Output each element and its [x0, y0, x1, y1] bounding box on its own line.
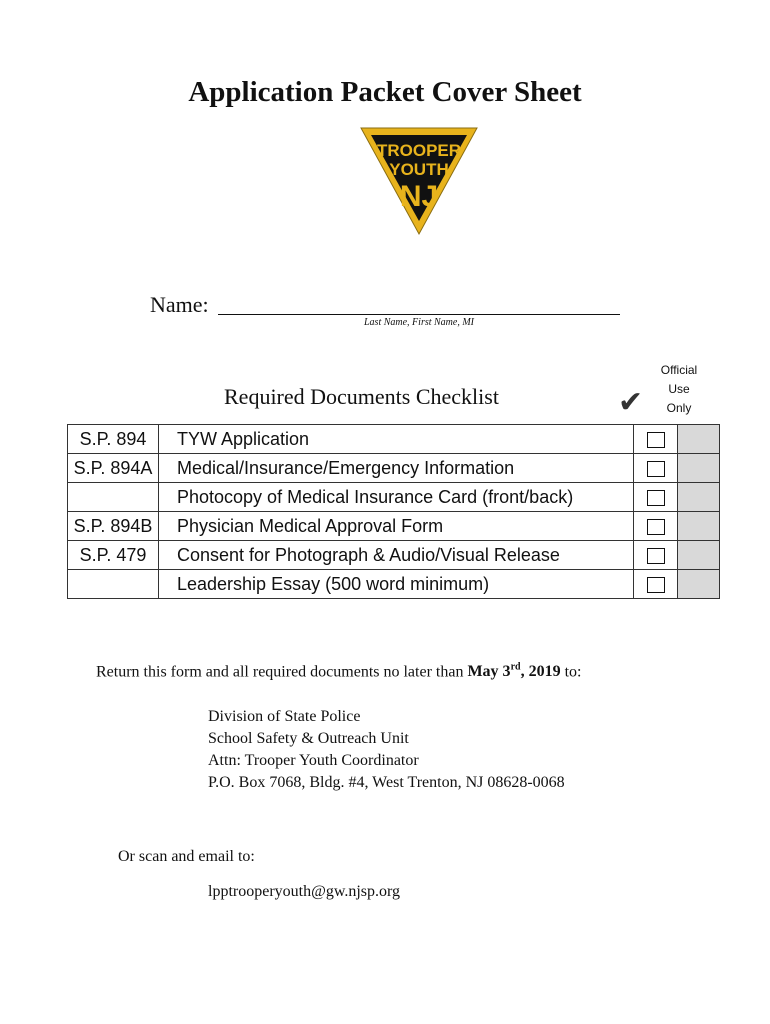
document-code: S.P. 894 — [68, 425, 159, 454]
return-suffix: to: — [560, 663, 582, 681]
address-line: School Safety & Outreach Unit — [208, 730, 409, 747]
official-use-cell — [678, 570, 720, 599]
return-instructions — [96, 662, 581, 681]
document-checkbox-cell — [634, 570, 678, 599]
svg-text:TROOPER: TROOPER — [376, 141, 462, 160]
document-description: Leadership Essay (500 word minimum) — [159, 570, 634, 599]
svg-text:NJ: NJ — [399, 180, 439, 213]
official-use-cell — [678, 541, 720, 570]
email-address-link[interactable]: lpptrooperyouth@gw.njsp.org — [208, 883, 401, 900]
document-checkbox-cell — [634, 541, 678, 570]
table-row — [68, 483, 720, 512]
document-description: Physician Medical Approval Form — [159, 512, 634, 541]
document-description: Medical/Insurance/Emergency Information — [159, 454, 634, 483]
document-description: Photocopy of Medical Insurance Card (front/back) — [159, 483, 634, 512]
table-row — [68, 541, 720, 570]
name-label: Name: — [150, 292, 209, 317]
document-code — [68, 570, 159, 599]
document-checkbox[interactable] — [647, 432, 665, 448]
deadline-year: , 2019 — [520, 663, 561, 681]
address-line: Division of State Police — [208, 708, 361, 725]
document-description: TYW Application — [159, 425, 634, 454]
documents-checklist-table — [67, 424, 720, 599]
return-prefix: Return this form and all required documents no later than — [96, 663, 468, 681]
table-row — [68, 512, 720, 541]
document-code: S.P. 479 — [68, 541, 159, 570]
deadline-month-day: May 3 — [467, 663, 511, 681]
table-row — [68, 425, 720, 454]
name-hint: Last Name, First Name, MI — [364, 317, 474, 328]
trooper-youth-nj-logo — [359, 126, 479, 236]
document-code: S.P. 894A — [68, 454, 159, 483]
name-input-line[interactable] — [218, 314, 620, 315]
official-use-cell — [678, 512, 720, 541]
document-checkbox[interactable] — [647, 548, 665, 564]
address-line: P.O. Box 7068, Bldg. #4, West Trenton, NJ 08628-0068 — [208, 774, 565, 791]
page-title: Application Packet Cover Sheet — [188, 76, 582, 108]
checklist-title: Required Documents Checklist — [224, 384, 499, 409]
official-use-line2: Use — [668, 382, 690, 396]
address-line: Attn: Trooper Youth Coordinator — [208, 752, 419, 769]
document-checkbox[interactable] — [647, 490, 665, 506]
document-checkbox[interactable] — [647, 577, 665, 593]
official-use-cell — [678, 454, 720, 483]
svg-text:YOUTH: YOUTH — [389, 160, 449, 179]
official-use-cell — [678, 483, 720, 512]
document-checkbox[interactable] — [647, 461, 665, 477]
official-use-cell — [678, 425, 720, 454]
document-code: S.P. 894B — [68, 512, 159, 541]
scan-email-text: Or scan and email to: — [118, 848, 255, 865]
document-code — [68, 483, 159, 512]
document-checkbox-cell — [634, 454, 678, 483]
return-deadline — [467, 663, 560, 680]
document-checkbox[interactable] — [647, 519, 665, 535]
table-row — [68, 570, 720, 599]
document-checkbox-cell — [634, 483, 678, 512]
mailing-address — [208, 706, 565, 794]
document-checkbox-cell — [634, 425, 678, 454]
document-description: Consent for Photograph & Audio/Visual Release — [159, 541, 634, 570]
official-use-line1: Official — [660, 363, 698, 377]
official-use-header — [653, 361, 705, 418]
deadline-suffix: rd — [510, 662, 521, 673]
document-checkbox-cell — [634, 512, 678, 541]
checkmark-icon: ✔ — [618, 386, 644, 419]
official-use-line3: Only — [666, 401, 692, 415]
table-row — [68, 454, 720, 483]
